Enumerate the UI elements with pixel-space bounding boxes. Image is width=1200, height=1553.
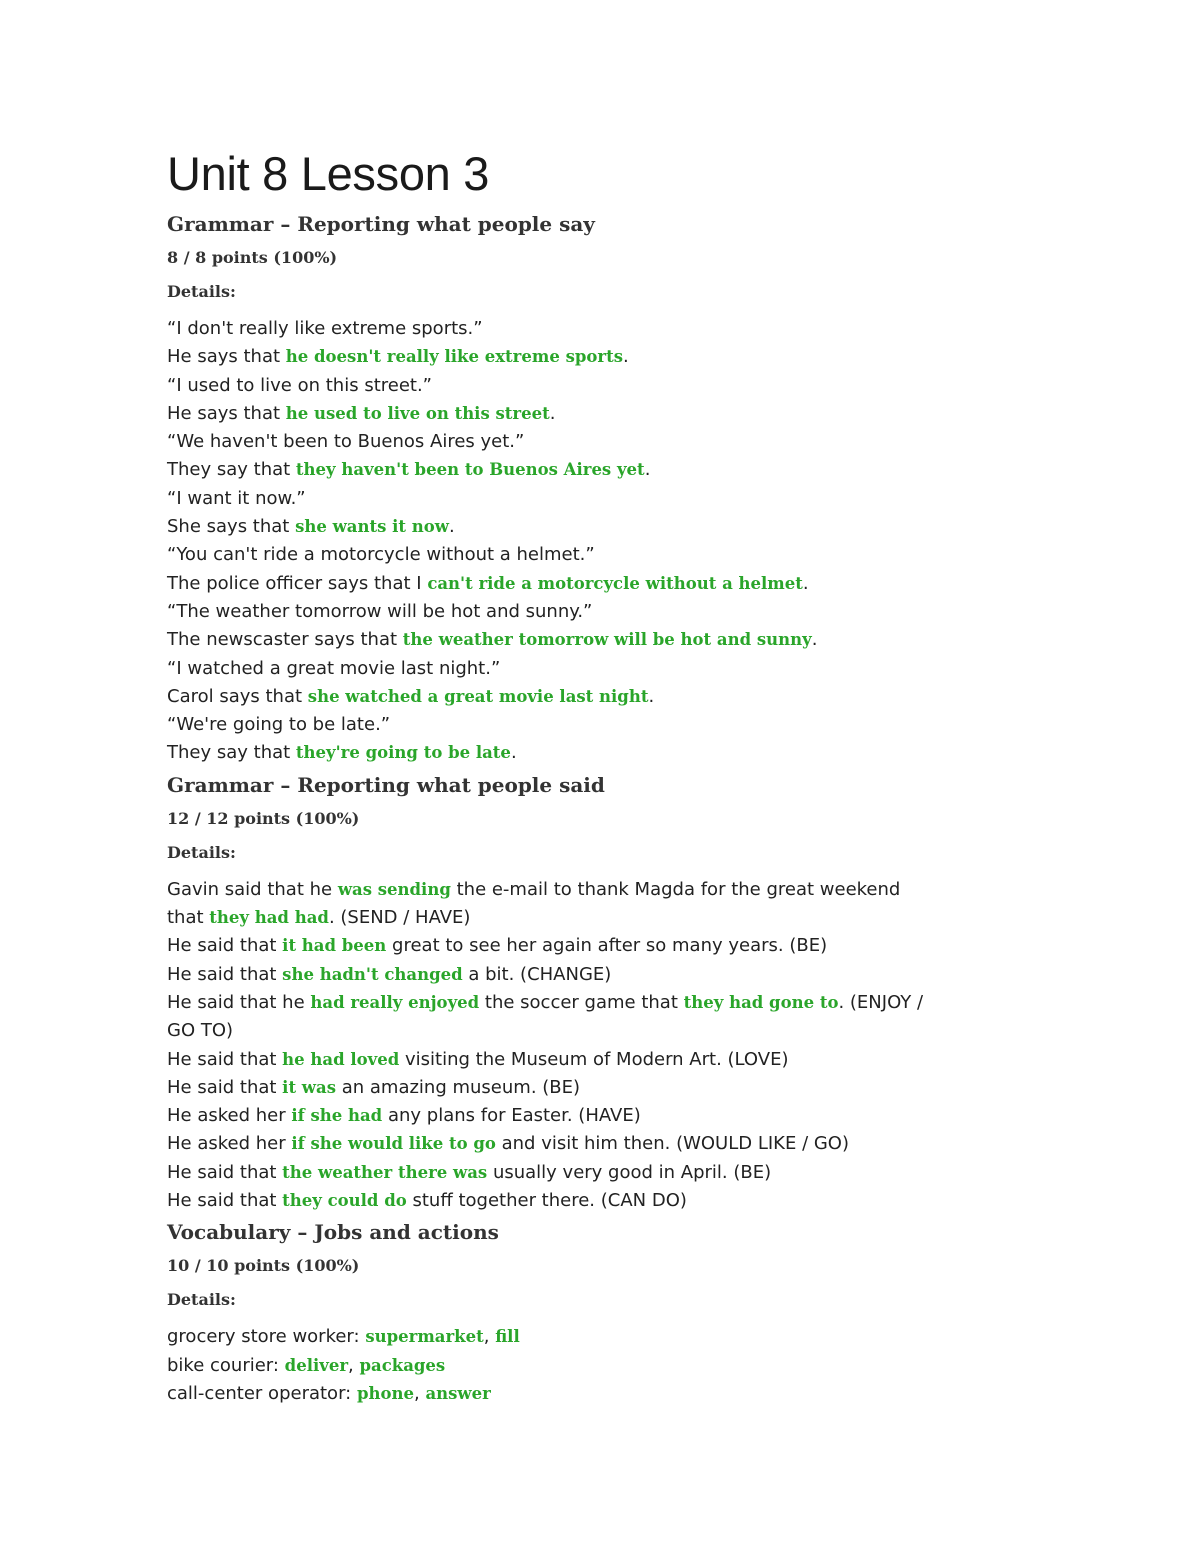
score-points: 8 / 8 points (100%) bbox=[167, 248, 338, 267]
plain-text: He said that he bbox=[167, 991, 311, 1013]
section-heading: Grammar – Reporting what people said bbox=[167, 772, 605, 797]
answer-text: they had had bbox=[209, 908, 329, 928]
plain-text: He asked her bbox=[167, 1133, 292, 1155]
answer-text: she wants it now bbox=[295, 517, 449, 537]
text-line bbox=[167, 626, 1027, 654]
plain-text: GO TO) bbox=[167, 1020, 234, 1042]
plain-text: He says that bbox=[167, 346, 286, 368]
plain-text: He said that bbox=[167, 1076, 283, 1098]
text-line bbox=[167, 932, 1027, 960]
text-line bbox=[167, 1352, 1027, 1380]
page-title: Unit 8 Lesson 3 bbox=[167, 147, 490, 200]
plain-text: , bbox=[348, 1354, 360, 1376]
answer-lines bbox=[167, 315, 1027, 768]
plain-text: the soccer game that bbox=[479, 991, 684, 1013]
text-line bbox=[167, 1130, 1027, 1158]
text-line bbox=[167, 315, 1027, 343]
plain-text: “We're going to be late.” bbox=[167, 714, 391, 736]
plain-text: She says that bbox=[167, 516, 296, 538]
text-line bbox=[167, 961, 1027, 989]
answer-text: answer bbox=[425, 1383, 491, 1403]
text-line bbox=[167, 598, 1027, 626]
plain-text: that bbox=[167, 907, 210, 929]
answer-text: was sending bbox=[337, 879, 451, 899]
plain-text: a bit. (CHANGE) bbox=[462, 963, 612, 985]
plain-text: stuff together there. (CAN DO) bbox=[406, 1190, 687, 1212]
answer-text: if she had bbox=[291, 1106, 383, 1126]
plain-text: He said that bbox=[167, 963, 283, 985]
plain-text: He said that bbox=[167, 1190, 283, 1212]
plain-text: “I want it now.” bbox=[167, 487, 306, 509]
plain-text: . bbox=[644, 459, 651, 481]
answer-text: she hadn't changed bbox=[282, 964, 463, 984]
answer-text: fill bbox=[495, 1327, 520, 1347]
plain-text: Gavin said that he bbox=[167, 878, 338, 900]
answer-text: if she would like to go bbox=[291, 1134, 496, 1154]
plain-text: . bbox=[811, 629, 818, 651]
text-line bbox=[167, 485, 1027, 513]
answer-text: they had gone to bbox=[683, 992, 839, 1012]
text-line bbox=[167, 1017, 1027, 1045]
text-line bbox=[167, 372, 1027, 400]
answer-text: deliver bbox=[284, 1355, 349, 1375]
text-line bbox=[167, 876, 1027, 904]
plain-text: . bbox=[623, 346, 629, 368]
text-line bbox=[167, 1102, 1027, 1130]
text-line bbox=[167, 1323, 1027, 1351]
plain-text: . bbox=[510, 742, 517, 764]
plain-text: . bbox=[449, 516, 455, 538]
answer-text: she watched a great movie last night bbox=[307, 686, 649, 706]
text-line bbox=[167, 541, 1027, 569]
answer-lines bbox=[167, 876, 1027, 1216]
plain-text: “The weather tomorrow will be hot and sunny.” bbox=[167, 600, 593, 622]
section-heading: Vocabulary – Jobs and actions bbox=[167, 1220, 499, 1245]
plain-text: . bbox=[549, 402, 556, 424]
answer-text: he used to live on this street bbox=[285, 403, 550, 423]
plain-text: , bbox=[483, 1326, 496, 1348]
text-line bbox=[167, 1074, 1027, 1102]
plain-text: He asked her bbox=[167, 1105, 292, 1127]
plain-text: bike courier: bbox=[167, 1354, 285, 1376]
text-line bbox=[167, 1159, 1027, 1187]
text-line bbox=[167, 1187, 1027, 1215]
plain-text: He says that bbox=[167, 402, 286, 424]
answer-text: they could do bbox=[282, 1191, 407, 1211]
section bbox=[167, 1219, 1027, 1408]
plain-text: great to see her again after so many years. (BE) bbox=[386, 935, 828, 957]
text-line bbox=[167, 655, 1027, 683]
plain-text: “I used to live on this street.” bbox=[167, 374, 433, 396]
plain-text: He said that bbox=[167, 1048, 283, 1070]
plain-text: grocery store worker: bbox=[167, 1326, 366, 1348]
plain-text: “You can't ride a motorcycle without a helmet.” bbox=[167, 544, 595, 566]
plain-text: They say that bbox=[167, 459, 296, 481]
text-line bbox=[167, 989, 1027, 1017]
plain-text: , bbox=[414, 1382, 426, 1404]
plain-text: and visit him then. (WOULD LIKE / GO) bbox=[495, 1133, 849, 1155]
plain-text: He said that bbox=[167, 1161, 283, 1183]
plain-text: “I watched a great movie last night.” bbox=[167, 657, 501, 679]
plain-text: Carol says that bbox=[167, 685, 308, 707]
plain-text: “I don't really like extreme sports.” bbox=[167, 318, 483, 339]
answer-text: phone bbox=[356, 1383, 414, 1403]
text-line bbox=[167, 1380, 1027, 1408]
text-line bbox=[167, 343, 1027, 371]
text-line bbox=[167, 904, 1027, 932]
plain-text: usually very good in April. (BE) bbox=[487, 1161, 772, 1183]
answer-text: he doesn't really like extreme sports bbox=[285, 347, 624, 367]
plain-text: . bbox=[648, 685, 655, 707]
text-line bbox=[167, 711, 1027, 739]
plain-text: “We haven't been to Buenos Aires yet.” bbox=[167, 431, 525, 453]
answer-text: can't ride a motorcycle without a helmet bbox=[427, 573, 803, 593]
text-line bbox=[167, 739, 1027, 767]
answer-text: he had loved bbox=[282, 1049, 400, 1069]
plain-text: any plans for Easter. (HAVE) bbox=[382, 1105, 641, 1127]
plain-text: The police officer says that I bbox=[167, 572, 428, 594]
answer-text: they're going to be late bbox=[295, 743, 511, 763]
text-line bbox=[167, 1046, 1027, 1074]
text-line bbox=[167, 428, 1027, 456]
plain-text: He said that bbox=[167, 935, 283, 957]
section bbox=[167, 211, 1027, 768]
plain-text: . bbox=[802, 572, 809, 594]
section bbox=[167, 772, 1027, 1216]
text-line bbox=[167, 683, 1027, 711]
plain-text: an amazing museum. (BE) bbox=[336, 1076, 581, 1098]
plain-text: . (SEND / HAVE) bbox=[328, 907, 471, 929]
section-heading: Grammar – Reporting what people say bbox=[167, 212, 595, 236]
score-points: 12 / 12 points (100%) bbox=[167, 808, 360, 828]
plain-text: call-center operator: bbox=[167, 1382, 357, 1404]
plain-text: the e-mail to thank Magda for the great weekend bbox=[450, 878, 901, 900]
details-label: Details: bbox=[167, 842, 236, 862]
answer-text: had really enjoyed bbox=[310, 992, 480, 1012]
answer-lines bbox=[167, 1323, 1027, 1408]
sections-container bbox=[167, 211, 1027, 1408]
plain-text: They say that bbox=[167, 742, 296, 764]
details-label: Details: bbox=[167, 282, 236, 301]
text-line bbox=[167, 400, 1027, 428]
details-label: Details: bbox=[167, 1290, 236, 1310]
text-line bbox=[167, 456, 1027, 484]
plain-text: . (ENJOY / bbox=[838, 991, 924, 1013]
answer-text: they haven't been to Buenos Aires yet bbox=[295, 460, 645, 480]
plain-text: visiting the Museum of Modern Art. (LOVE) bbox=[399, 1048, 789, 1070]
answer-text: packages bbox=[359, 1355, 446, 1375]
document-page bbox=[167, 143, 1027, 1412]
score-points: 10 / 10 points (100%) bbox=[167, 1256, 360, 1276]
answer-text: it had been bbox=[282, 936, 387, 956]
text-line bbox=[167, 570, 1027, 598]
plain-text: The newscaster says that bbox=[167, 629, 403, 651]
text-line bbox=[167, 513, 1027, 541]
answer-text: the weather there was bbox=[282, 1162, 488, 1182]
answer-text: it was bbox=[282, 1077, 336, 1097]
answer-text: the weather tomorrow will be hot and sunny bbox=[402, 630, 812, 650]
answer-text: supermarket bbox=[365, 1327, 484, 1347]
